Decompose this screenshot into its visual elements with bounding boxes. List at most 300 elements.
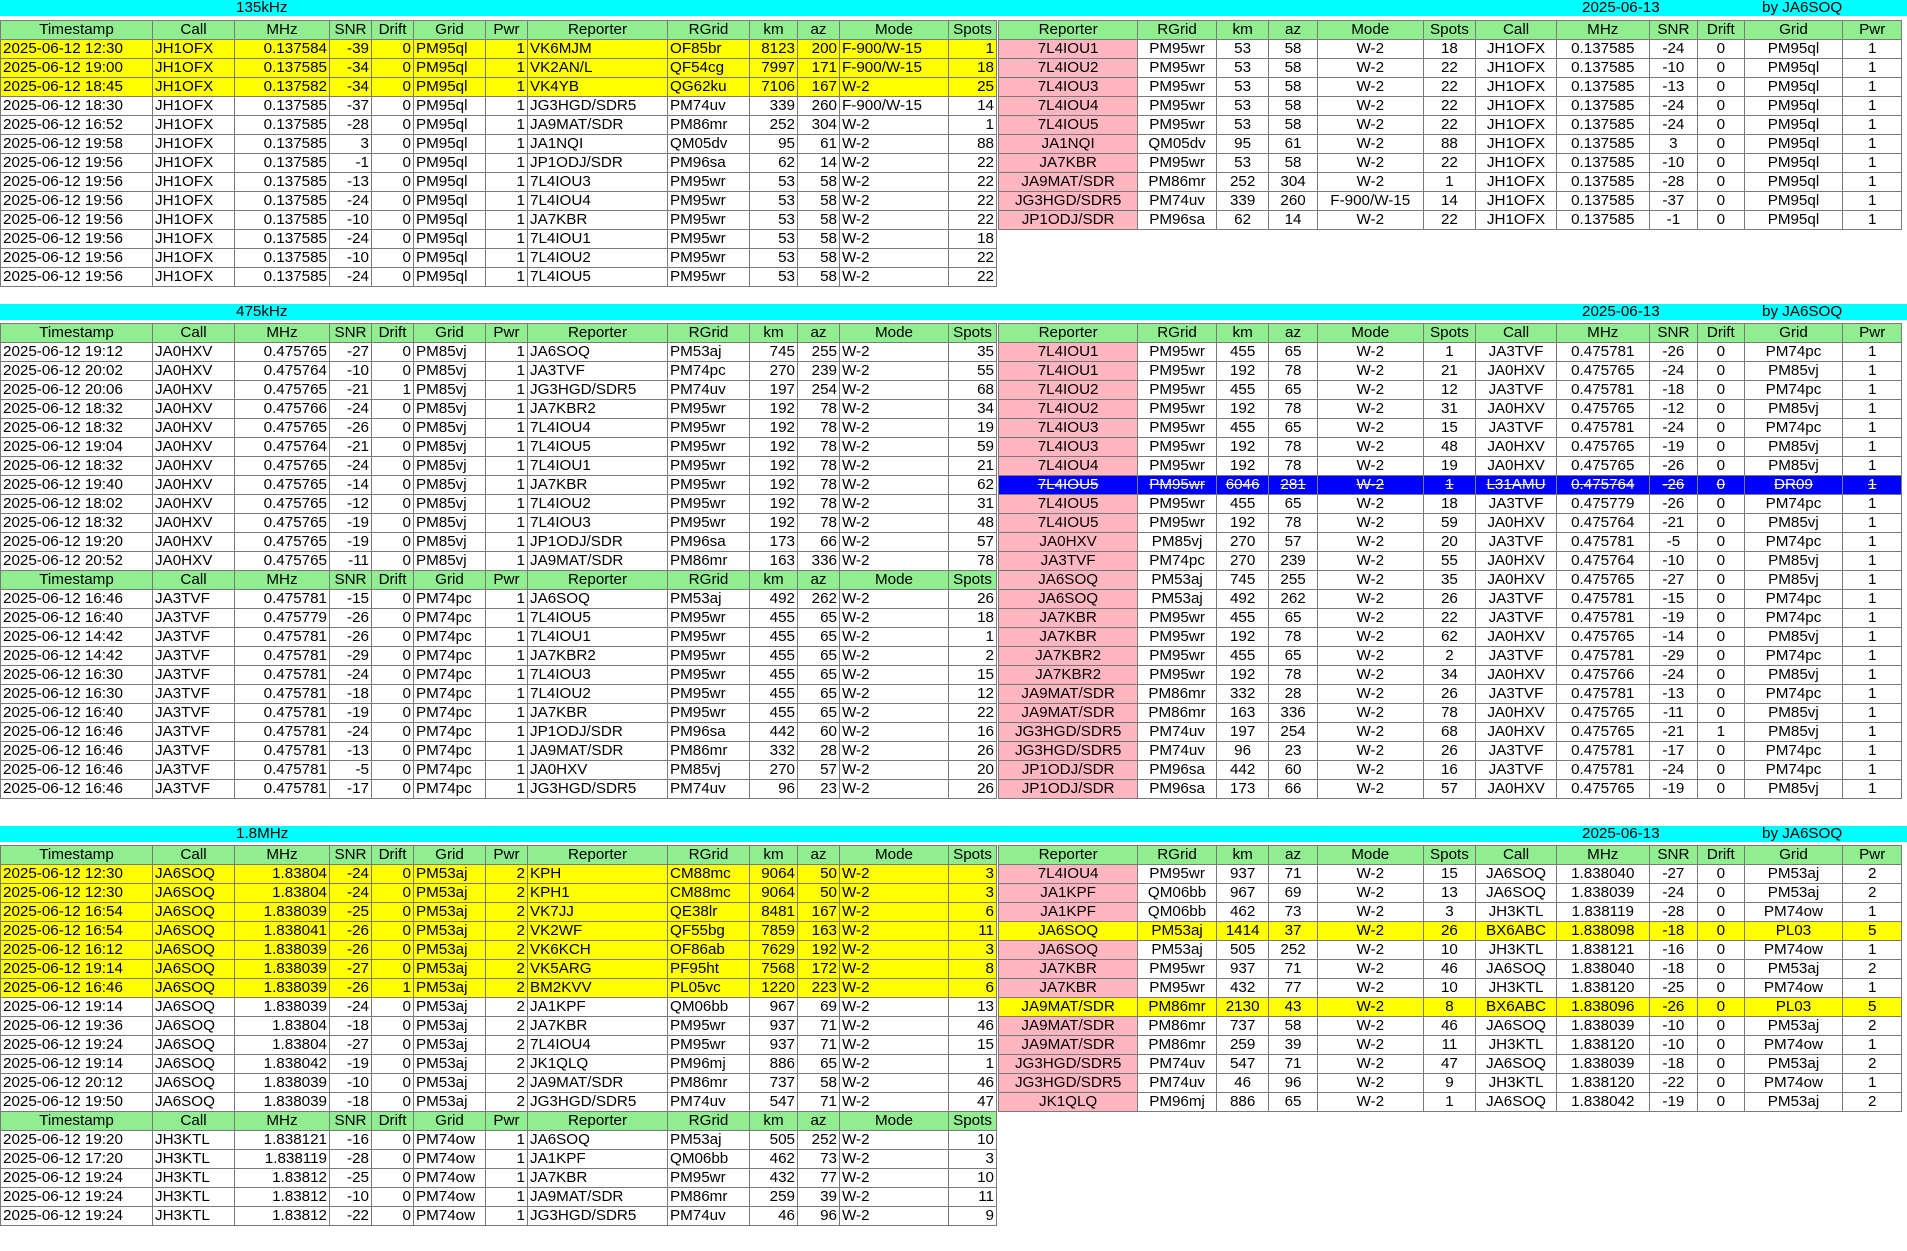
cell-grid: PM95ql: [1744, 116, 1843, 135]
cell-rgrid: PM95wr: [1138, 40, 1217, 59]
cell-grid: PM74pc: [414, 723, 486, 742]
cell-grid: PM53aj: [1744, 1055, 1843, 1074]
cell-pwr: 1: [1843, 742, 1902, 761]
cell-az: 58: [1269, 59, 1317, 78]
cell-spots: 22: [949, 704, 997, 723]
cell-mhz: 1.838042: [235, 1055, 330, 1074]
cell-timestamp: 2025-06-12 16:54: [1, 922, 153, 941]
cell-az: 96: [1269, 1074, 1317, 1093]
cell-pwr: 1: [1843, 78, 1902, 97]
cell-mhz: 0.475765: [235, 381, 330, 400]
cell-call: JA0HXV: [153, 362, 235, 381]
cell-snr: -13: [330, 742, 372, 761]
cell-az: 304: [798, 116, 840, 135]
cell-rgrid: PM95wr: [668, 457, 750, 476]
cell-pwr: 1: [486, 135, 528, 154]
cell-pwr: 1: [1843, 1036, 1902, 1055]
cell-pwr: 1: [1843, 979, 1902, 998]
table-row: [1, 960, 997, 979]
cell-mhz: 0.475765: [235, 343, 330, 362]
cell-drift: 0: [1698, 97, 1744, 116]
cell-timestamp: 2025-06-12 16:46: [1, 723, 153, 742]
cell-rgrid: PM95wr: [668, 192, 750, 211]
cell-rgrid: PM95wr: [668, 1036, 750, 1055]
cell-spots: 1: [1423, 173, 1475, 192]
cell-az: 61: [1269, 135, 1317, 154]
cell-spots: 57: [949, 533, 997, 552]
table-row: [1, 419, 997, 438]
cell-timestamp: 2025-06-12 16:46: [1, 979, 153, 998]
cell-az: 167: [798, 78, 840, 97]
cell-mhz: 1.83804: [235, 884, 330, 903]
cell-km: 6046: [1216, 476, 1268, 495]
column-header-rgrid: RGrid: [668, 1112, 750, 1131]
cell-spots: 20: [949, 761, 997, 780]
cell-mhz: 1.83804: [235, 1036, 330, 1055]
cell-grid: PM95ql: [414, 192, 486, 211]
cell-mode: W-2: [840, 249, 949, 268]
cell-call: JA0HXV: [1476, 628, 1557, 647]
cell-call: JA6SOQ: [153, 922, 235, 941]
cell-reporter: 7L4IOU3: [999, 438, 1138, 457]
cell-pwr: 1: [486, 211, 528, 230]
table-row: [1, 922, 997, 941]
cell-mode: W-2: [840, 590, 949, 609]
cell-mhz: 0.137585: [1556, 78, 1649, 97]
column-header-km: km: [750, 846, 798, 865]
cell-grid: PM85vj: [414, 362, 486, 381]
cell-spots: 6: [949, 979, 997, 998]
table-row: [999, 362, 1902, 381]
cell-az: 65: [1269, 609, 1317, 628]
cell-az: 65: [1269, 495, 1317, 514]
cell-mhz: 0.137585: [1556, 154, 1649, 173]
cell-rgrid: PM74uv: [668, 1093, 750, 1112]
cell-pwr: 1: [486, 723, 528, 742]
cell-spots: 62: [1423, 628, 1475, 647]
cell-mode: W-2: [840, 362, 949, 381]
cell-mode: W-2: [840, 1036, 949, 1055]
cell-rgrid: PM74pc: [668, 362, 750, 381]
cell-timestamp: 2025-06-12 18:30: [1, 97, 153, 116]
cell-spots: 19: [949, 419, 997, 438]
cell-spots: 12: [949, 685, 997, 704]
cell-pwr: 2: [486, 922, 528, 941]
cell-call: JA6SOQ: [1476, 884, 1557, 903]
cell-rgrid: PM95wr: [1138, 154, 1217, 173]
table-row: [999, 609, 1902, 628]
cell-spots: 8: [949, 960, 997, 979]
cell-mhz: 0.475765: [235, 495, 330, 514]
cell-drift: 0: [372, 362, 414, 381]
cell-snr: -10: [1649, 1017, 1697, 1036]
cell-km: 270: [1216, 552, 1268, 571]
column-header-km: km: [1216, 324, 1268, 343]
cell-rgrid: PM95wr: [668, 1169, 750, 1188]
cell-timestamp: 2025-06-12 19:56: [1, 192, 153, 211]
cell-timestamp: 2025-06-12 19:56: [1, 211, 153, 230]
cell-pwr: 1: [1843, 495, 1902, 514]
table-row: [999, 884, 1902, 903]
cell-call: JH1OFX: [153, 78, 235, 97]
cell-grid: PM53aj: [1744, 884, 1843, 903]
cell-timestamp: 2025-06-12 19:56: [1, 173, 153, 192]
cell-km: 192: [750, 514, 798, 533]
cell-spots: 57: [1423, 780, 1475, 799]
cell-drift: 0: [372, 1169, 414, 1188]
cell-call: JA0HXV: [153, 343, 235, 362]
cell-rgrid: PM85vj: [668, 761, 750, 780]
cell-snr: -24: [330, 230, 372, 249]
cell-call: BX6ABC: [1476, 998, 1557, 1017]
cell-reporter: JG3HGD/SDR5: [528, 1093, 668, 1112]
cell-spots: 22: [949, 173, 997, 192]
cell-pwr: 1: [1843, 343, 1902, 362]
cell-spots: 16: [1423, 761, 1475, 780]
cell-mode: W-2: [1317, 173, 1423, 192]
table-header-row: [1, 324, 997, 343]
cell-drift: 0: [1698, 609, 1744, 628]
cell-spots: 1: [1423, 476, 1475, 495]
column-header-km: km: [750, 1112, 798, 1131]
column-header-grid: Grid: [414, 21, 486, 40]
cell-call: JA6SOQ: [1476, 1017, 1557, 1036]
cell-mhz: 0.475765: [1556, 362, 1649, 381]
table-row: [1, 59, 997, 78]
cell-rgrid: PM95wr: [668, 666, 750, 685]
cell-mhz: 0.475765: [235, 552, 330, 571]
cell-call: JA6SOQ: [1476, 865, 1557, 884]
column-header-drift: Drift: [372, 21, 414, 40]
cell-pwr: 1: [1843, 154, 1902, 173]
cell-km: 7568: [750, 960, 798, 979]
cell-call: JA3TVF: [153, 666, 235, 685]
cell-snr: -26: [1649, 343, 1697, 362]
table-row: [1, 704, 997, 723]
cell-mhz: 0.137585: [235, 211, 330, 230]
cell-drift: 0: [372, 249, 414, 268]
cell-drift: 0: [372, 723, 414, 742]
cell-call: JH1OFX: [1476, 135, 1557, 154]
cell-grid: PM95ql: [414, 230, 486, 249]
cell-pwr: 1: [1843, 609, 1902, 628]
cell-drift: 0: [1698, 742, 1744, 761]
cell-pwr: 2: [486, 903, 528, 922]
cell-rgrid: PM95wr: [1138, 865, 1217, 884]
cell-call: JH1OFX: [1476, 154, 1557, 173]
cell-rgrid: PM95wr: [668, 173, 750, 192]
cell-drift: 0: [1698, 1036, 1744, 1055]
cell-km: 886: [750, 1055, 798, 1074]
cell-az: 28: [1269, 685, 1317, 704]
cell-pwr: 1: [1843, 552, 1902, 571]
band-label: 1.8MHz: [236, 825, 289, 842]
cell-grid: PM85vj: [1744, 438, 1843, 457]
cell-rgrid: PM95wr: [668, 704, 750, 723]
cell-pwr: 1: [486, 666, 528, 685]
column-header-rgrid: RGrid: [668, 21, 750, 40]
cell-mhz: 0.475781: [1556, 685, 1649, 704]
table-row: [1, 154, 997, 173]
cell-mhz: 0.475765: [235, 476, 330, 495]
cell-grid: PM74pc: [414, 685, 486, 704]
cell-az: 58: [1269, 78, 1317, 97]
table-row: [1, 97, 997, 116]
cell-call: JA3TVF: [153, 609, 235, 628]
cell-grid: PM85vj: [414, 438, 486, 457]
cell-pwr: 1: [486, 419, 528, 438]
cell-az: 171: [798, 59, 840, 78]
cell-mode: W-2: [840, 457, 949, 476]
cell-pwr: 1: [1843, 1074, 1902, 1093]
cell-call: L31AMU: [1476, 476, 1557, 495]
cell-spots: 26: [1423, 922, 1475, 941]
cell-spots: 47: [949, 1093, 997, 1112]
cell-snr: -10: [1649, 59, 1697, 78]
cell-snr: -24: [330, 723, 372, 742]
cell-mode: W-2: [1317, 457, 1423, 476]
cell-mhz: 1.838039: [235, 941, 330, 960]
cell-snr: -22: [1649, 1074, 1697, 1093]
cell-km: 192: [750, 476, 798, 495]
cell-spots: 11: [949, 1188, 997, 1207]
cell-call: JH1OFX: [153, 135, 235, 154]
column-header-grid: Grid: [414, 1112, 486, 1131]
cell-drift: 0: [372, 400, 414, 419]
column-header-drift: Drift: [372, 1112, 414, 1131]
cell-grid: PM95ql: [1744, 59, 1843, 78]
cell-grid: PM74pc: [414, 742, 486, 761]
cell-az: 65: [798, 647, 840, 666]
cell-spots: 1: [1423, 343, 1475, 362]
cell-rgrid: PM95wr: [668, 268, 750, 287]
column-header-grid: Grid: [1744, 324, 1843, 343]
table-row: [999, 419, 1902, 438]
cell-pwr: 1: [486, 761, 528, 780]
table-row: [999, 211, 1902, 230]
cell-reporter: JA9MAT/SDR: [999, 173, 1138, 192]
cell-snr: -29: [330, 647, 372, 666]
cell-grid: PM53aj: [414, 1074, 486, 1093]
cell-snr: -24: [1649, 362, 1697, 381]
table-row: [999, 40, 1902, 59]
cell-rgrid: CM88mc: [668, 884, 750, 903]
cell-spots: 26: [1423, 685, 1475, 704]
cell-grid: PM95ql: [414, 173, 486, 192]
cell-snr: -27: [330, 960, 372, 979]
cell-timestamp: 2025-06-12 18:32: [1, 400, 153, 419]
cell-snr: -13: [1649, 78, 1697, 97]
cell-rgrid: PM53aj: [668, 1131, 750, 1150]
cell-pwr: 2: [1843, 1055, 1902, 1074]
cell-pwr: 1: [486, 268, 528, 287]
cell-reporter: 7L4IOU2: [528, 685, 668, 704]
cell-km: 1220: [750, 979, 798, 998]
cell-rgrid: PM86mr: [668, 552, 750, 571]
cell-mode: W-2: [840, 1131, 949, 1150]
cell-timestamp: 2025-06-12 18:45: [1, 78, 153, 97]
cell-reporter: VK7JJ: [528, 903, 668, 922]
cell-reporter: JA9MAT/SDR: [999, 998, 1138, 1017]
cell-snr: -18: [330, 1093, 372, 1112]
band-bar-475khz: [0, 304, 1907, 320]
cell-reporter: JP1ODJ/SDR: [999, 761, 1138, 780]
cell-drift: 0: [1698, 514, 1744, 533]
cell-snr: -26: [330, 941, 372, 960]
column-header-az: az: [798, 324, 840, 343]
table-row: [1, 211, 997, 230]
column-header-az: az: [798, 1112, 840, 1131]
cell-drift: 0: [1698, 666, 1744, 685]
cell-km: 96: [1216, 742, 1268, 761]
cell-pwr: 1: [1843, 723, 1902, 742]
cell-snr: -22: [330, 1207, 372, 1226]
cell-mode: W-2: [1317, 97, 1423, 116]
cell-drift: 0: [372, 685, 414, 704]
cell-mode: W-2: [840, 154, 949, 173]
cell-drift: 0: [372, 1207, 414, 1226]
cell-spots: 22: [1423, 154, 1475, 173]
cell-az: 71: [1269, 960, 1317, 979]
cell-grid: PM85vj: [414, 381, 486, 400]
cell-reporter: JA7KBR: [528, 211, 668, 230]
cell-km: 192: [750, 495, 798, 514]
cell-rgrid: PM86mr: [668, 1074, 750, 1093]
table-row: [999, 343, 1902, 362]
cell-az: 96: [798, 1207, 840, 1226]
cell-grid: PM85vj: [1744, 780, 1843, 799]
cell-spots: 22: [949, 154, 997, 173]
cell-mhz: 1.838119: [1556, 903, 1649, 922]
cell-drift: 0: [372, 173, 414, 192]
cell-drift: 0: [372, 1036, 414, 1055]
cell-rgrid: PM95wr: [668, 514, 750, 533]
cell-az: 58: [1269, 1017, 1317, 1036]
cell-rgrid: PM95wr: [1138, 59, 1217, 78]
cell-snr: -24: [1649, 97, 1697, 116]
table-row: [1, 1017, 997, 1036]
cell-km: 432: [1216, 979, 1268, 998]
cell-mode: W-2: [840, 1017, 949, 1036]
cell-drift: 0: [1698, 381, 1744, 400]
column-header-pwr: Pwr: [486, 21, 528, 40]
cell-snr: -10: [330, 362, 372, 381]
cell-km: 455: [750, 685, 798, 704]
cell-reporter: JG3HGD/SDR5: [999, 192, 1138, 211]
cell-km: 455: [1216, 419, 1268, 438]
cell-mhz: 1.838119: [235, 1150, 330, 1169]
cell-spots: 15: [949, 666, 997, 685]
cell-az: 260: [798, 97, 840, 116]
cell-timestamp: 2025-06-12 19:14: [1, 960, 153, 979]
cell-az: 78: [1269, 514, 1317, 533]
cell-call: JA3TVF: [1476, 533, 1557, 552]
cell-km: 492: [1216, 590, 1268, 609]
cell-rgrid: PL05vc: [668, 979, 750, 998]
cell-az: 71: [1269, 865, 1317, 884]
cell-grid: PM85vj: [414, 400, 486, 419]
column-header-snr: SNR: [330, 1112, 372, 1131]
cell-call: JA0HXV: [1476, 362, 1557, 381]
column-header-mode: Mode: [840, 21, 949, 40]
cell-rgrid: PM96sa: [1138, 211, 1217, 230]
cell-az: 172: [798, 960, 840, 979]
table-row: [1, 268, 997, 287]
cell-mode: W-2: [840, 192, 949, 211]
cell-drift: 0: [372, 609, 414, 628]
cell-mode: W-2: [840, 533, 949, 552]
cell-rgrid: PF95ht: [668, 960, 750, 979]
cell-spots: 34: [1423, 666, 1475, 685]
cell-spots: 22: [1423, 116, 1475, 135]
table-row: [1, 590, 997, 609]
cell-timestamp: 2025-06-12 19:50: [1, 1093, 153, 1112]
table-row: [999, 704, 1902, 723]
cell-mode: W-2: [1317, 135, 1423, 154]
cell-call: JH1OFX: [1476, 116, 1557, 135]
cell-reporter: JA6SOQ: [999, 571, 1138, 590]
cell-rgrid: PM95wr: [668, 211, 750, 230]
cell-mode: W-2: [1317, 761, 1423, 780]
cell-pwr: 1: [486, 381, 528, 400]
cell-timestamp: 2025-06-12 16:40: [1, 704, 153, 723]
cell-mode: W-2: [1317, 1093, 1423, 1112]
cell-km: 270: [1216, 533, 1268, 552]
cell-rgrid: PM95wr: [668, 438, 750, 457]
cell-mhz: 0.137585: [235, 116, 330, 135]
cell-rgrid: PM86mr: [668, 116, 750, 135]
cell-km: 259: [750, 1188, 798, 1207]
cell-grid: PL03: [1744, 922, 1843, 941]
column-header-reporter: Reporter: [528, 21, 668, 40]
cell-mhz: 0.137585: [235, 154, 330, 173]
table-row: [999, 400, 1902, 419]
cell-mode: W-2: [840, 1093, 949, 1112]
cell-pwr: 1: [1843, 571, 1902, 590]
cell-km: 252: [1216, 173, 1268, 192]
cell-pwr: 2: [1843, 1093, 1902, 1112]
cell-grid: PM95ql: [414, 211, 486, 230]
cell-drift: 0: [372, 998, 414, 1017]
cell-snr: -19: [1649, 438, 1697, 457]
cell-reporter: 7L4IOU5: [999, 476, 1138, 495]
cell-drift: 1: [372, 381, 414, 400]
cell-mhz: 0.475781: [235, 647, 330, 666]
cell-km: 339: [1216, 192, 1268, 211]
cell-grid: PM53aj: [414, 960, 486, 979]
table-row: [999, 1036, 1902, 1055]
left-table: [0, 845, 997, 1226]
cell-km: 53: [750, 230, 798, 249]
cell-rgrid: PM96mj: [668, 1055, 750, 1074]
cell-mhz: 0.137585: [235, 97, 330, 116]
cell-call: JH1OFX: [153, 268, 235, 287]
cell-pwr: 2: [486, 1074, 528, 1093]
cell-az: 304: [1269, 173, 1317, 192]
cell-timestamp: 2025-06-12 16:30: [1, 685, 153, 704]
cell-snr: -24: [1649, 666, 1697, 685]
cell-mode: W-2: [1317, 609, 1423, 628]
column-header-spots: Spots: [1423, 324, 1475, 343]
cell-mode: W-2: [1317, 381, 1423, 400]
cell-reporter: JG3HGD/SDR5: [528, 780, 668, 799]
cell-mhz: 1.838039: [1556, 1055, 1649, 1074]
cell-km: 937: [750, 1017, 798, 1036]
cell-pwr: 2: [486, 960, 528, 979]
cell-timestamp: 2025-06-12 19:56: [1, 230, 153, 249]
cell-spots: 10: [1423, 941, 1475, 960]
cell-reporter: JA9MAT/SDR: [528, 1188, 668, 1207]
